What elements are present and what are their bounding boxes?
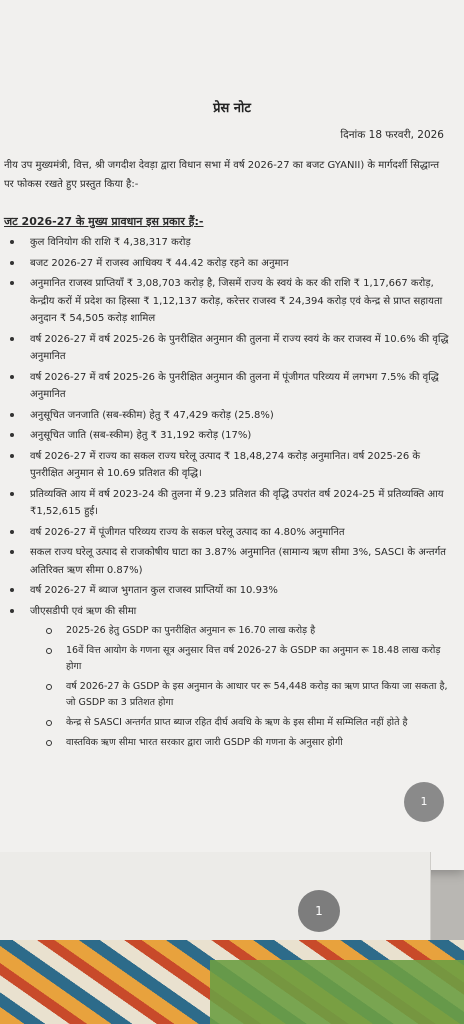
hollow-bullet-icon bbox=[46, 740, 52, 746]
page-number-badge: 1 bbox=[404, 782, 444, 822]
page-title: प्रेस नोट bbox=[213, 101, 251, 116]
bullet-icon bbox=[10, 240, 14, 244]
hollow-bullet-icon bbox=[46, 628, 52, 634]
bullet-icon bbox=[10, 261, 14, 265]
patterned-cloth-background bbox=[0, 940, 464, 1024]
list-item: वर्ष 2026-27 में वर्ष 2025-26 के पुनरीक्षित अनुमान की तुलना में पूंजीगत परिव्यय में लगभग 7.5% की वृद्धि अनुमानित bbox=[0, 369, 452, 404]
list-item: अनुसूचित जाति (सब-स्कीम) हेतु ₹ 31,192 करोड़ (17%) bbox=[0, 427, 452, 445]
sub-list-item: वर्ष 2026-27 के GSDP के इस अनुमान के आधार पर रू 54,448 करोड़ का ऋण प्राप्त किया जा सकता है, जो GSDP का 3 प्रतिशत होगा bbox=[30, 679, 452, 711]
list-item: जीएसडीपी एवं ऋण की सीमा 2025-26 हेतु GSDP का पुनरीक्षित अनुमान रू 16.70 लाख करोड़ है 16वें वित्त आयोग के गणना सूत्र अनुसार वित्त वर्ष 2026-27 के GSDP का अनुमान रू 18.48 लाख करोड़ होगा वर्ष 2026-27 के GSDP के इस अनुमान के आधार पर रू 54,448 करोड़ का ऋण प्राप्त किया जा सकता है, जो GSDP का 3 प्रतिशत होगा केन्द्र से SASCI अन्तर्गत प्राप्त ब्याज रहित दीर्घ अवधि के ऋण के इस सीमा में सम्मिलित नहीं होते है वास्तविक ऋण सीमा भारत सरकार द्वारा जारी GSDP की गणना के अनुसार होगी bbox=[0, 603, 452, 752]
bullet-icon bbox=[10, 530, 14, 534]
bullet-icon bbox=[10, 609, 14, 613]
list-item: सकल राज्य घरेलू उत्पाद से राजकोषीय घाटा का 3.87% अनुमानित (सामान्य ऋण सीमा 3%, SASCI के अन्तर्गत अतिरिक्त ऋण सीमा 0.87%) bbox=[0, 544, 452, 579]
hollow-bullet-icon bbox=[46, 720, 52, 726]
intro-paragraph: नीय उप मुख्यमंत्री, वित्त, श्री जगदीश देवड़ा द्वारा विधान सभा में वर्ष 2026-27 का बजट GYANII) के मार्गदर्शी सिद्धान्त पर फोकस रखते हुए प्रस्तुत किया है:- bbox=[4, 160, 440, 190]
list-item: बजट 2026-27 में राजस्व आधिक्य ₹ 44.42 करोड़ रहने का अनुमान bbox=[0, 255, 452, 273]
bullet-icon bbox=[10, 413, 14, 417]
hollow-bullet-icon bbox=[46, 684, 52, 690]
page-number-badge-2: 1 bbox=[298, 890, 340, 932]
gsdp-sublist bbox=[30, 623, 452, 751]
sub-list-item: वास्तविक ऋण सीमा भारत सरकार द्वारा जारी GSDP की गणना के अनुसार होगी bbox=[30, 735, 452, 751]
document-date: दिनांक 18 फरवरी, 2026 bbox=[340, 129, 444, 141]
provisions-list bbox=[0, 234, 452, 755]
bullet-icon bbox=[10, 433, 14, 437]
list-item: वर्ष 2026-27 में पूंजीगत परिव्यय राज्य के सकल घरेलू उत्पाद का 4.80% अनुमानित bbox=[0, 524, 452, 542]
list-item: वर्ष 2026-27 में राज्य का सकल राज्य घरेलू उत्पाद ₹ 18,48,274 करोड़ अनुमानित। वर्ष 2025-26 के पुनरीक्षित अनुमान से 10.69 प्रतिशत की वृद्धि। bbox=[0, 448, 452, 483]
list-item: कुल विनियोग की राशि ₹ 4,38,317 करोड़ bbox=[0, 234, 452, 252]
bullet-icon bbox=[10, 281, 14, 285]
list-item: वर्ष 2026-27 में ब्याज भुगतान कुल राजस्व प्राप्तियों का 10.93% bbox=[0, 582, 452, 600]
list-item: वर्ष 2026-27 में वर्ष 2025-26 के पुनरीक्षित अनुमान की तुलना में राज्य स्वयं के कर राजस्व में 10.6% की वृद्धि अनुमानित bbox=[0, 331, 452, 366]
sub-list-item: 2025-26 हेतु GSDP का पुनरीक्षित अनुमान रू 16.70 लाख करोड़ है bbox=[30, 623, 452, 639]
sub-list-item: केन्द्र से SASCI अन्तर्गत प्राप्त ब्याज रहित दीर्घ अवधि के ऋण के इस सीमा में सम्मिलित नहीं होते है bbox=[30, 715, 452, 731]
cloth-band bbox=[210, 960, 464, 1024]
hollow-bullet-icon bbox=[46, 648, 52, 654]
sub-list-item: 16वें वित्त आयोग के गणना सूत्र अनुसार वित्त वर्ष 2026-27 के GSDP का अनुमान रू 18.48 लाख करोड़ होगा bbox=[30, 643, 452, 675]
bullet-icon bbox=[10, 454, 14, 458]
provisions-heading: जट 2026-27 के मुख्य प्रावधान इस प्रकार हैं:- bbox=[4, 215, 204, 228]
bullet-icon bbox=[10, 550, 14, 554]
bullet-icon bbox=[10, 588, 14, 592]
bullet-icon bbox=[10, 375, 14, 379]
list-item: प्रतिव्यक्ति आय में वर्ष 2023-24 की तुलना में 9.23 प्रतिशत की वृद्धि उपरांत वर्ष 2024-25 में प्रतिव्यक्ति आय ₹1,52,615 हुई। bbox=[0, 486, 452, 521]
list-item: अनुमानित राजस्व प्राप्तियाँ ₹ 3,08,703 करोड़ है, जिसमें राज्य के स्वयं के कर की राशि ₹ 1,17,667 करोड़, केन्द्रीय करों में प्रदेश का हिस्सा ₹ 1,12,137 करोड़, करेत्तर राजस्व ₹ 24,394 करोड़ एवं केन्द्र से प्राप्त सहायता अनुदान ₹ 54,505 करोड़ शामिल bbox=[0, 275, 452, 328]
bullet-icon bbox=[10, 337, 14, 341]
list-item: अनुसूचित जनजाति (सब-स्कीम) हेतु ₹ 47,429 करोड़ (25.8%) bbox=[0, 407, 452, 425]
bullet-icon bbox=[10, 492, 14, 496]
